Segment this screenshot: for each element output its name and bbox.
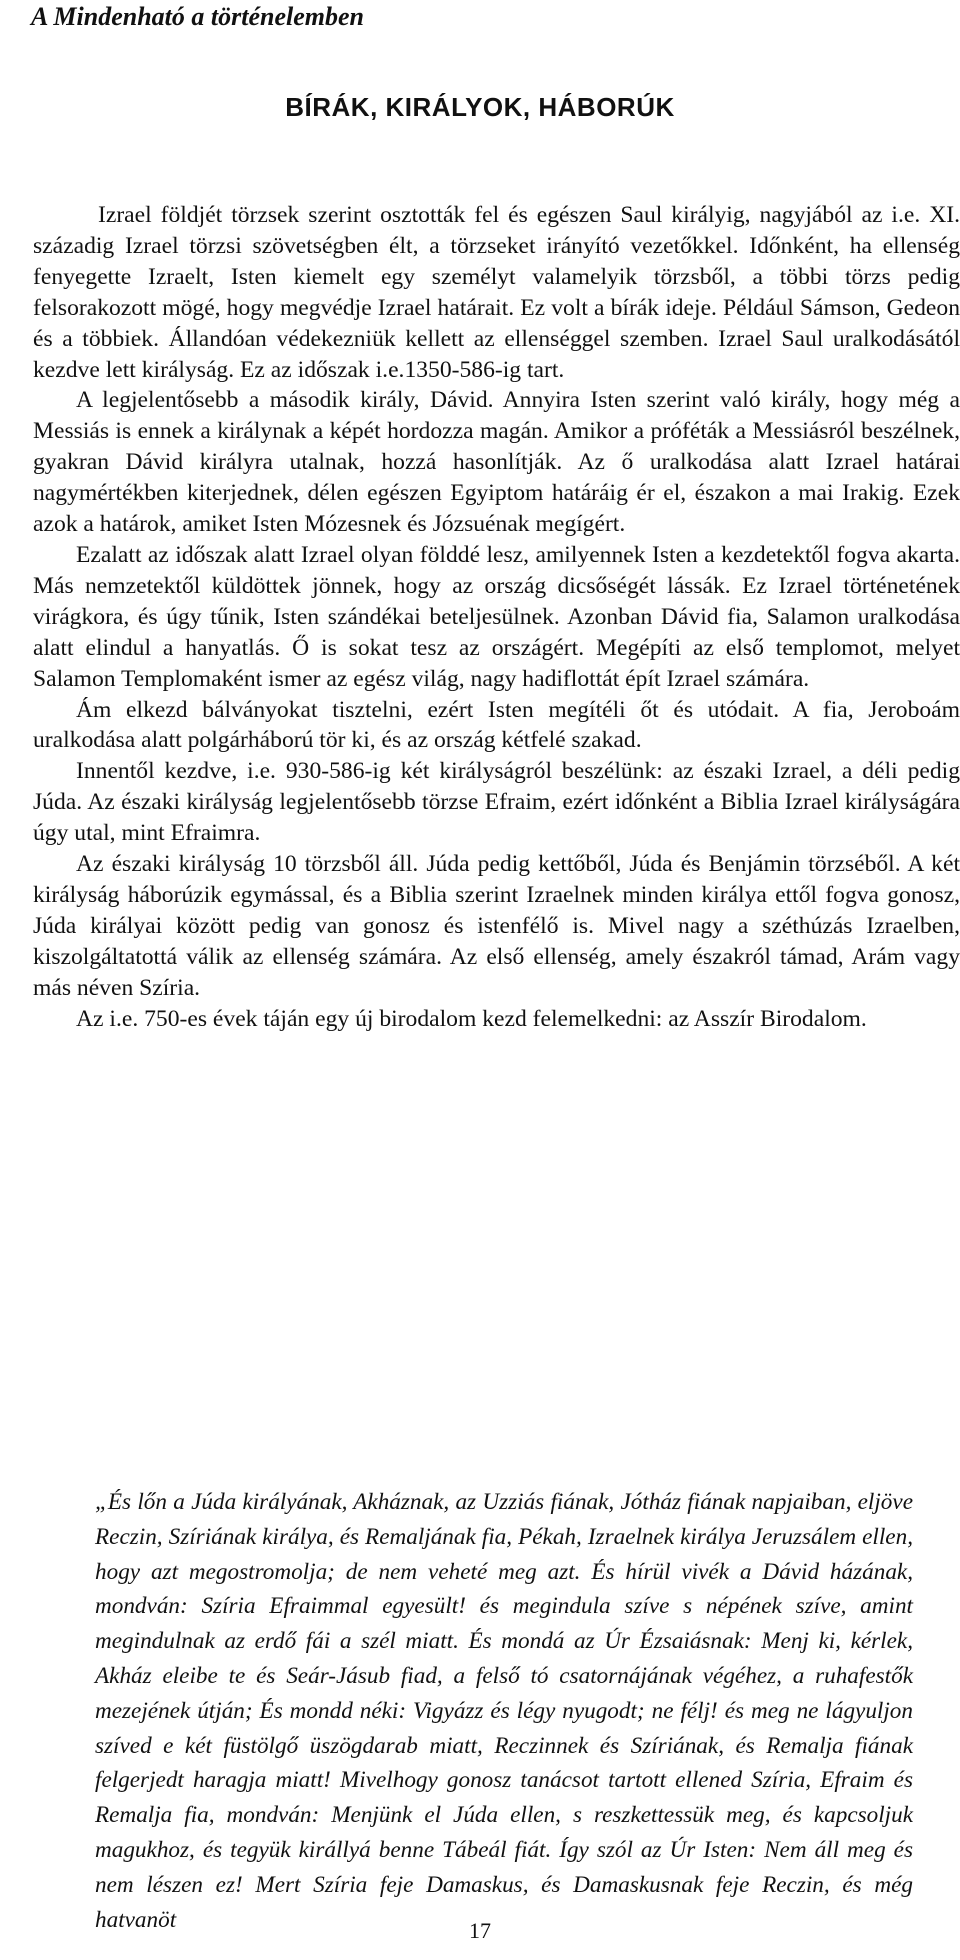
body-text xyxy=(33,200,960,1034)
paragraph: Ezalatt az időszak alatt Izrael olyan földdé lesz, amilyennek Isten a kezdetektől fogva akarta. Más nemzetektől küldöttek jönnek, hogy az ország dicsőségét lássák. Ez Izrael történetének virágkora, és úgy tűnik, Isten szándékai beteljesülnek. Azonban Dávid fia, Salamon uralkodása alatt elindul a hanyatlás. Ő is sokat tesz az országért. Megépíti az első templomot, melyet Salamon Templomaként ismer az egész világ, nagy hadiflottát épít Izrael számára. xyxy=(33,541,960,692)
chapter-title: BÍRÁK, KIRÁLYOK, HÁBORÚK xyxy=(285,92,675,122)
paragraph: Az északi királyság 10 törzsből áll. Júda pedig kettőből, Júda és Benjámin törzséből. A két királyság háborúzik egymással, és a Biblia szerint Izraelnek minden királya ettől fogva gonosz, Júda királyai között pedig van gonosz és istenfélő is. Mivel nagy a széthúzás Izraelben, kiszolgáltatottá válik az ellenség számára. Az első ellenség, amely északról támad, Arám vagy más néven Szíria. xyxy=(33,851,960,1001)
paragraph: Izrael földjét törzsek szerint osztották fel és egészen Saul királyig, nagyjából az i.e. XI. századig Izrael törzsi szövetségben élt, a törzseket irányító vezetőkkel. Időnként, ha ellenség fenyegette Izraelt, Isten kiemelt egy személyt valamelyik törzsből, a többi törzs pedig felsorakozott mögé, hogy megvédje Izrael határait. Ez volt a bírák ideje. Például Sámson, Gedeon és a többiek. Állandóan védekezniük kellett az ellenséggel szemben. Izrael Saul uralkodásától kezdve lett királyság. Ez az időszak i.e.1350-586-ig tart. xyxy=(33,202,960,383)
paragraph: A legjelentősebb a második király, Dávid. Annyira Isten szerint való király, hogy még a Messiás is ennek a királynak a képét hordozza magán. Amikor a próféták a Messiásról beszélnek, gyakran Dávid királyra utalnak, hozzá hasonlítják. Az ő uralkodása alatt Izrael határai nagymértékben kiterjednek, délen egészen Egyiptom határáig ér el, északon a mai Irakig. Ezek azok a határok, amiket Isten Mózesnek és Józsuénak megígért. xyxy=(33,387,960,538)
page-number: 17 xyxy=(469,1918,491,1943)
running-header: A Mindenható a történelemben xyxy=(31,2,364,31)
paragraph: Az i.e. 750-es évek táján egy új birodalom kezd felemelkedni: az Asszír Birodalom. xyxy=(76,1005,867,1032)
scripture-quote: „És lőn a Júda királyának, Akháznak, az Uzziás fiának, Jótház fiának napjaiban, eljöve Reczin, Szíriának királya, és Remaljának fia, Pékah, Izraelnek királya Jeruzsálem ellen, hogy azt megostromolja; de nem veheté meg azt. És hírül vivék a Dávid házának, mondván: Szíria Efraimmal egyesült! és megindula szíve s népének szíve, amint megindulnak az erdő fái a szél miatt. És mondá az Úr Ézsaiásnak: Menj ki, kérlek, Akház eleibe te és Seár-Jásub fiad, a felső tó csatornájának végéhez, a ruhafestők mezejének útján; És mondd néki: Vigyázz és légy nyugodt; ne félj! és meg ne lágyuljon szíved e két füstölgő üszögdarab miatt, Reczinnek és Szíriának, és Remalja fiának felgerjedt haragja miatt! Mivelhogy gonosz tanácsot tartott ellened Szíria, Efraim és Remalja fia, mondván: Menjünk el Júda ellen, s reszkettessük meg, és kapcsoljuk magukhoz, és tegyük királlyá benne Tábeál fiát. Így szól az Úr Isten: Nem áll meg és nem lészen ez! Mert Szíria feje Damaskus, és Damaskusnak feje Reczin, és még hatvanöt xyxy=(95,1489,913,1933)
paragraph: Innentől kezdve, i.e. 930-586-ig két királyságról beszélünk: az északi Izrael, a déli pedig Júda. Az északi királyság legjelentősebb törzse Efraim, ezért időnként a Biblia Izrael királyságára úgy utal, mint Efraimra. xyxy=(33,758,960,847)
paragraph: Ám elkezd bálványokat tisztelni, ezért Isten megítéli őt és utódait. A fia, Jeroboám uralkodása alatt polgárháború tör ki, és az ország kétfelé szakad. xyxy=(33,696,960,754)
